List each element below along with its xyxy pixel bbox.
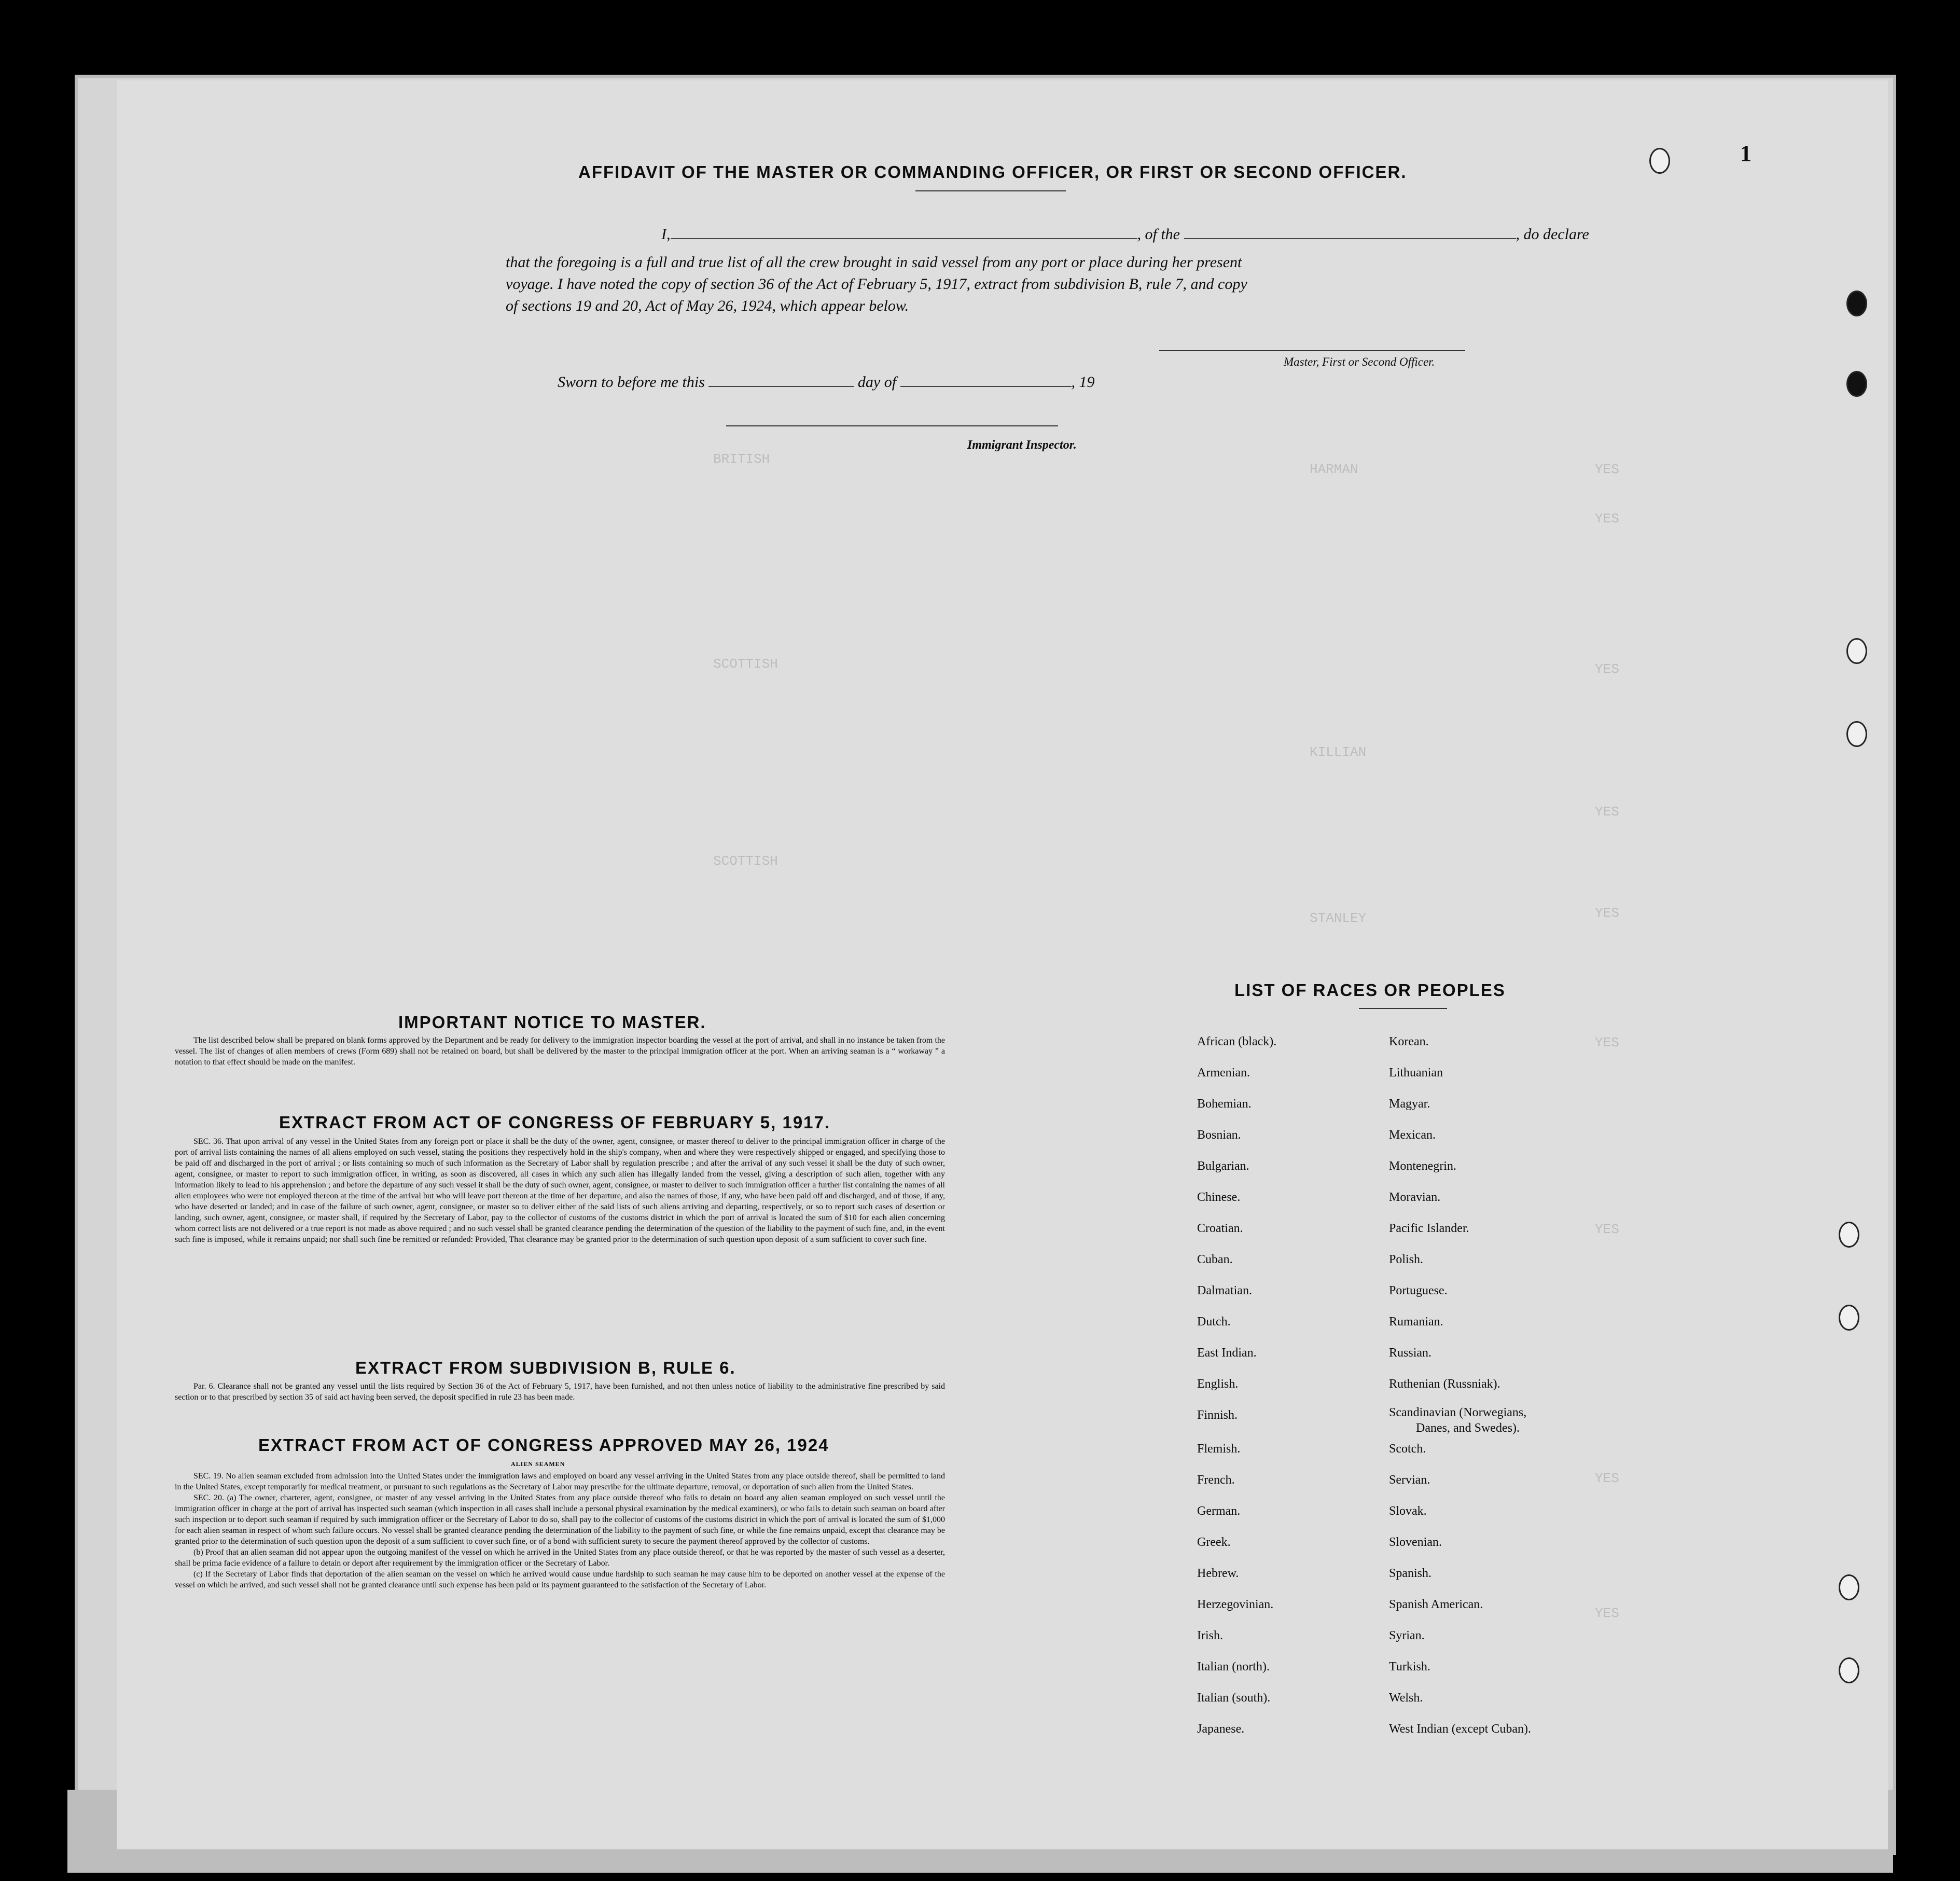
notice-body <box>175 1035 945 1068</box>
race-item: Syrian. <box>1389 1629 1425 1642</box>
race-item: Slovenian. <box>1389 1536 1442 1549</box>
race-item: Korean. <box>1389 1035 1429 1048</box>
race-item: Hebrew. <box>1197 1567 1239 1580</box>
inspector-signature-line[interactable] <box>726 425 1058 426</box>
race-item: Montenegrin. <box>1389 1159 1456 1173</box>
races-title-rule <box>1359 1008 1447 1009</box>
race-item: Herzegovinian. <box>1197 1598 1274 1611</box>
race-item: Slovak. <box>1389 1504 1427 1518</box>
race-item: Spanish American. <box>1389 1598 1483 1611</box>
race-item: East Indian. <box>1197 1346 1257 1360</box>
extract-1924-body <box>175 1471 945 1590</box>
race-item: Bohemian. <box>1197 1097 1252 1111</box>
race-item: French. <box>1197 1473 1235 1487</box>
race-item: Moravian. <box>1389 1191 1441 1204</box>
punch-hole-icon <box>1846 721 1867 747</box>
race-item: Scandinavian (Norwegians, <box>1389 1406 1527 1419</box>
race-item: Pacific Islander. <box>1389 1222 1469 1235</box>
rule-6-title: EXTRACT FROM SUBDIVISION B, RULE 6. <box>355 1358 736 1377</box>
declaration-do-declare: , do declare <box>1516 226 1589 243</box>
declaration-of-the: , of the <box>1137 226 1180 243</box>
race-item: Dalmatian. <box>1197 1284 1252 1297</box>
punch-hole-icon <box>1846 291 1867 316</box>
rule-6-par6: Par. 6. Clearance shall not be granted any vessel until the lists required by Section 36 of the Act of February 5, 1917, have been furnished, and not then unless notice of liability to the administrative fine prescribed by said section or to that prescribed by section 35 of said act having been served, the deposit specified in rule 23 has been made. <box>175 1382 945 1402</box>
affidavit-text <box>506 252 1527 317</box>
races-title: LIST OF RACES OR PEOPLES <box>1234 980 1506 1000</box>
sworn-year: , 19 <box>1071 374 1095 391</box>
page-number: 1 <box>1740 141 1752 166</box>
rule-6-body <box>175 1381 945 1403</box>
race-item: Flemish. <box>1197 1442 1241 1456</box>
punch-hole-icon <box>1649 148 1670 174</box>
extract-1917-body <box>175 1136 945 1245</box>
race-item: Italian (north). <box>1197 1660 1270 1673</box>
race-item: Croatian. <box>1197 1222 1243 1235</box>
race-item: Russian. <box>1389 1346 1432 1360</box>
race-item: Lithuanian <box>1389 1066 1443 1080</box>
race-item: Japanese. <box>1197 1722 1245 1736</box>
race-item: Scotch. <box>1389 1442 1426 1456</box>
race-item: Chinese. <box>1197 1191 1241 1204</box>
race-item: Greek. <box>1197 1536 1231 1549</box>
notice-text: The list described below shall be prepared on blank forms approved by the Department and be ready for delivery to the immigration inspector boarding the vessel at the port of arrival, and shall in no instance be taken from the vessel. The list of changes of alien members of crews (Form 689) shall not be retained on board, but shall be delivered by the master to the principal immigration officer at the port. When an arriving seaman is a “ workaway ” a notation to that effect should be made on the manifest. <box>175 1036 945 1067</box>
affidavit-title-rule <box>915 190 1066 191</box>
sworn-day-field[interactable] <box>708 386 854 387</box>
race-item: Armenian. <box>1197 1066 1250 1080</box>
race-item: Welsh. <box>1389 1691 1423 1705</box>
sworn-prefix: Sworn to before me this <box>558 374 705 391</box>
declaration-line <box>661 226 1589 243</box>
race-item: Bulgarian. <box>1197 1159 1249 1173</box>
sworn-day-label: day of <box>857 374 897 391</box>
race-item: Servian. <box>1389 1473 1430 1487</box>
race-item: English. <box>1197 1377 1239 1391</box>
sworn-month-field[interactable] <box>900 386 1072 387</box>
extract-1917-sec36: SEC. 36. That upon arrival of any vessel in the United States from any foreign port or place it shall be the duty of the owner, agent, consignee, or master thereof to deliver to the principal immigration officer in charge of the port of arrival lists containing the names of all aliens employed on such vessel, stating the positions they respectively hold in the ship's company, when and where they were respectively shipped or engaged, and specifying those to be paid off and discharged in the port of arrival ; or lists containing so much of such information as the Secretary of Labor shall by regulation prescribe ; and after the arrival of any such vessel it shall be the duty of such owner, agent, consignee, or master to report to such immigration officer, in writing, as soon as discovered, all cases in which any such alien has illegally landed from the vessel, giving a description of such alien, together with any information likely to lead to his apprehension ; and before the departure of any such vessel it shall be the duty of such owner, agent, consignee, or master to deliver to such immigration officer a further list containing the names of all alien employees who were not employed thereon at the time of the arrival but who will leave port thereon at the time of her departure, and also the names of those, if any, who have been paid off and discharged, and of those, if any, who have deserted or landed; and in case of the failure of such owner, agent, consignee, or master so to deliver either of the said lists of such aliens arriving and departing, respectively, or so to report such cases of desertion or landing, such owner, agent, consignee, or master shall, if required by the Secretary of Labor, pay to the collector of customs of the customs district in which the port of arrival is located the sum of $10 for each alien concerning whom correct lists are not delivered or a true report is not made as above required ; and no such vessel shall be granted clearance pending the determination of the question of the liability to the payment of such fine, and, in the event such fine is imposed, while it remains unpaid; nor shall such fine be remitted or refunded: Provided, That clearance may be granted prior to the determination of such question upon deposit of a sum sufficient to cover such fine. <box>175 1137 945 1244</box>
declarant-name-field[interactable] <box>671 238 1137 239</box>
race-item: Ruthenian (Russniak). <box>1389 1377 1500 1391</box>
affidavit-text-2: voyage. I have noted the copy of section 36 of the Act of February 5, 1917, extract from subdivision B, rule 7, and copy <box>506 275 1247 293</box>
affidavit-text-3: of sections 19 and 20, Act of May 26, 1924, which appear below. <box>506 297 909 314</box>
extract-1924-sec19: SEC. 19. No alien seaman excluded from admission into the United States under the immigration laws and employed on board any vessel arriving in the United States from any place outside thereof, shall be permitted to land in the United States, except temporarily for medical treatment, or pursuant to such regulations as the Secretary of Labor may prescribe for the ultimate departure, removal, or deportation of such alien from the United States. <box>175 1472 945 1491</box>
race-item-continued: Danes, and Swedes). <box>1416 1421 1520 1435</box>
race-item: Turkish. <box>1389 1660 1430 1673</box>
form-page: YES YES YES YES YES YES YES YES YES HARMAN KILLIAN STANLEY BRITISH SCOTTISH SCOTTISH AFFIDAVIT OF THE MASTER OR COMMANDING OFFICER, OR FIRST OR SECOND OFFICER. I, , of the , do declare that the foregoing is a full and true list of all the crew brought in said vessel from any port or place during her present voyage. I have noted the copy of section 36 of the Act of February 5, 1917, extract from subdivision B, rule 7, and copy of sections 19 and 20, Act of May 26, 1924, which appear below. Master, First or Second Officer. Sworn to before me this day of , 19 Immigrant Inspector. IMPORTANT NOTICE TO MASTER. The list described below shall be prepared on blank forms approved by the Department and be ready for delivery to the immigration inspector boarding the vessel at the port of arrival, and shall in no instance be taken from the vessel. The list of changes of alien members of crews (Form 689) shall not be retained on board, but shall be delivered by the master to the principal immigration officer at the port. When an arriving seaman is a “ workaway ” a notation to that effect should be made on the manifest. EXTRACT FROM ACT OF CONGRESS OF FEBRUARY 5, 1917. SEC. 36. That upon arrival of any vessel in the United States from any foreign port or place it shall be the duty of the owner, agent, consignee, or master thereof to deliver to the principal immigration officer in charge of the port of arrival lists containing the names of all aliens employed on such vessel, stating the positions they respectively hold in the ship's company, when and where they were respectively shipped or engaged, and specifying those to be paid off and discharged in the port of arrival ; or lists containing so much of such information as the Secretary of Labor shall by regulation prescribe ; and after the arrival of any such vessel it shall be the duty of such owner, agent, consignee, or master to report to such immigration officer, in writing, as soon as discovered, all cases in which any such alien has illegally landed from the vessel, giving a description of such alien, together with any information likely to lead to his apprehension ; and before the departure of any such vessel it shall be the duty of such owner, agent, consignee, or master to deliver to such immigration officer a further list containing the names of all alien employees who were not employed thereon at the time of the arrival but who will leave port thereon at the time of her departure, and also the names of those, if any, who have been paid off and discharged, and of those, if any, who have deserted or landed; and in case of the failure of such owner, agent, consignee, or master so to deliver either of the said lists of such aliens arriving and departing, respectively, or so to report such cases of desertion or landing, such owner, agent, consignee, or master shall, if required by the Secretary of Labor, pay to the collector of customs of the customs district in which the port of arrival is located the sum of $10 for each alien concerning whom correct lists are not delivered or a true report is not made as above required ; and no such vessel shall be granted clearance pending the determination of the question of the liability to the payment of such fine, and, in the event such fine is imposed, while it remains unpaid; nor shall such fine be remitted or refunded: Provided, That clearance may be granted prior to the determination of such question upon deposit of a sum sufficient to cover such fine. EXTRACT FROM SUBDIVISION B, RULE 6. Par. 6. Clearance shall not be granted any vessel until the lists required by Section 36 of the Act of February 5, 1917, have been furnished, and not then unless notice of liability to the administrative fine prescribed by said section or to that prescribed by section 35 of said act having been served, the deposit specified in rule 23 has been made. EXTRACT FROM ACT OF CONGRESS APPROVED MAY 26, 1924 ALIEN SEAMEN SEC. 19. No alien seaman excluded from admission into the United States under the immigration laws and employed on board any vessel arriving in the United States from any place outside thereof, shall be permitted to land in the United States, except temporarily for medical treatment, or pursuant to such regulations as the Secretary of Labor may prescribe for the ultimate departure, removal, or deportation of such alien from the United States. SEC. 20. (a) The owner, charterer, agent, consignee, or master of any vessel arriving in the United States from any place outside thereof who fails to detain on board any alien seaman employed on such vessel until the immigration officer in charge at the port of arrival has inspected such seaman (which inspection in all cases shall include a personal physical examination by the medical examiners), or who fails to detain such seaman on board after such inspection or to deport such seaman if required by such immigration officer or the Secretary of Labor to do so, shall pay to the collector of customs of the customs district in which the port of arrival is located the sum of $1,000 for each alien seaman in respect of whom such failure occurs. No vessel shall be granted clearance pending the determination of the liability to the payment of such fine, or while the fine remains unpaid, except that clearance may be granted prior to the determination of such question upon the deposit of a sum sufficient to cover such fine, or of a bond with sufficient surety to secure the payment thereof approved by the collector of customs. (b) Proof that an alien seaman did not appear upon the outgoing manifest of the vessel on which he arrived in the United States from any place outside thereof, or that he was reported by the master of such vessel as a deserter, shall be prima facie evidence of a failure to detain or deport after requirement by the immigration officer or the Secretary of Labor. (c) If the Secretary of Labor finds that deportation of the alien seaman on the vessel on which he arrived would cause undue hardship to such seaman he may cause him to be deported on another vessel at the expense of the vessel on which he arrived, and such vessel shall not be granted clearance until such expense has been paid or its payment guaranteed to the satisfaction of the Secretary of Labor. LIST OF RACES OR PEOPLES African (black). Armenian. Bohemian. Bosnian. Bulgarian. Chinese. Croatian. Cuban. Dalmatian. Dutch. East Indian. English. Finnish. Flemish. French. German. Greek. Hebrew. Herzegovinian. Irish. Italian (north). Italian (south). Japanese. Korean. Lithuanian Magyar. Mexican. Montenegrin. Moravian. Pacific Islander. Polish. Portuguese. Rumanian. Russian. Ruthenian (Russniak). Scandinavian (Norwegians, Danes, and Swedes). Scotch. Servian. Slovak. Slovenian. Spanish. Spanish American. Syrian. Turkish. Welsh. West Indian (except Cuban). 1 <box>117 80 1888 1849</box>
punch-hole-icon <box>1846 371 1867 397</box>
extract-1924-title: EXTRACT FROM ACT OF CONGRESS APPROVED MAY 26, 1924 <box>258 1435 829 1455</box>
punch-hole-icon <box>1839 1574 1859 1600</box>
race-item: Dutch. <box>1197 1315 1231 1329</box>
race-item: Finnish. <box>1197 1408 1238 1422</box>
extract-1924-sec20b: (b) Proof that an alien seaman did not appear upon the outgoing manifest of the vessel on which he arrived in the United States from any place outside thereof, or that he was reported by the master of such vessel as a deserter, shall be prima facie evidence of a failure to detain or deport after requirement by the immigration officer or the Secretary of Labor. <box>175 1548 945 1568</box>
race-item: Bosnian. <box>1197 1128 1241 1142</box>
race-item: Portuguese. <box>1389 1284 1448 1297</box>
affidavit-title: AFFIDAVIT OF THE MASTER OR COMMANDING OFFICER, OR FIRST OR SECOND OFFICER. <box>578 162 1407 182</box>
race-item: Polish. <box>1389 1253 1424 1266</box>
sworn-line <box>558 374 1095 391</box>
race-item: African (black). <box>1197 1035 1277 1048</box>
affidavit-text-1: that the foregoing is a full and true list of all the crew brought in said vessel from any port or place during her present <box>506 254 1242 271</box>
notice-title: IMPORTANT NOTICE TO MASTER. <box>398 1013 706 1032</box>
race-item: Rumanian. <box>1389 1315 1443 1329</box>
race-item: Mexican. <box>1389 1128 1436 1142</box>
signature-line[interactable] <box>1159 350 1465 351</box>
punch-hole-icon <box>1839 1305 1859 1331</box>
signature-label: Master, First or Second Officer. <box>1284 355 1435 368</box>
race-item: Spanish. <box>1389 1567 1432 1580</box>
declaration-i: I, <box>661 226 671 243</box>
race-item: Magyar. <box>1389 1097 1430 1111</box>
punch-hole-icon <box>1846 638 1867 664</box>
extract-1924-sec20c: (c) If the Secretary of Labor finds that deportation of the alien seaman on the vessel on which he arrived would cause undue hardship to such seaman he may cause him to be deported on another vessel at the expense of the vessel on which he arrived, and such vessel shall not be granted clearance until such expense has been paid or its payment guaranteed to the satisfaction of the Secretary of Labor. <box>175 1570 945 1589</box>
race-item: Cuban. <box>1197 1253 1233 1266</box>
race-item: Irish. <box>1197 1629 1223 1642</box>
alien-seamen-subtitle: ALIEN SEAMEN <box>511 1460 565 1468</box>
inspector-label: Immigrant Inspector. <box>967 438 1077 452</box>
race-item: German. <box>1197 1504 1241 1518</box>
punch-hole-icon <box>1839 1222 1859 1248</box>
race-item: West Indian (except Cuban). <box>1389 1722 1531 1736</box>
punch-hole-icon <box>1839 1657 1859 1683</box>
race-item: Italian (south). <box>1197 1691 1271 1705</box>
extract-1917-title: EXTRACT FROM ACT OF CONGRESS OF FEBRUARY 5, 1917. <box>279 1113 831 1132</box>
extract-1924-sec20a: SEC. 20. (a) The owner, charterer, agent, consignee, or master of any vessel arriving in the United States from any place outside thereof who fails to detain on board any alien seaman employed on such vessel until the immigration officer in charge at the port of arrival has inspected such seaman (which inspection in all cases shall include a personal physical examination by the medical examiners), or who fails to detain such seaman on board after such inspection or to deport such seaman if required by such immigration officer or the Secretary of Labor to do so, shall pay to the collector of customs of the customs district in which the port of arrival is located the sum of $1,000 for each alien seaman in respect of whom such failure occurs. No vessel shall be granted clearance pending the determination of the liability to the payment of such fine, or while the fine remains unpaid, except that clearance may be granted prior to the determination of such question upon the deposit of a sum sufficient to cover such fine, or of a bond with sufficient surety to secure the payment thereof approved by the collector of customs. <box>175 1493 945 1546</box>
vessel-name-field[interactable] <box>1184 238 1516 239</box>
